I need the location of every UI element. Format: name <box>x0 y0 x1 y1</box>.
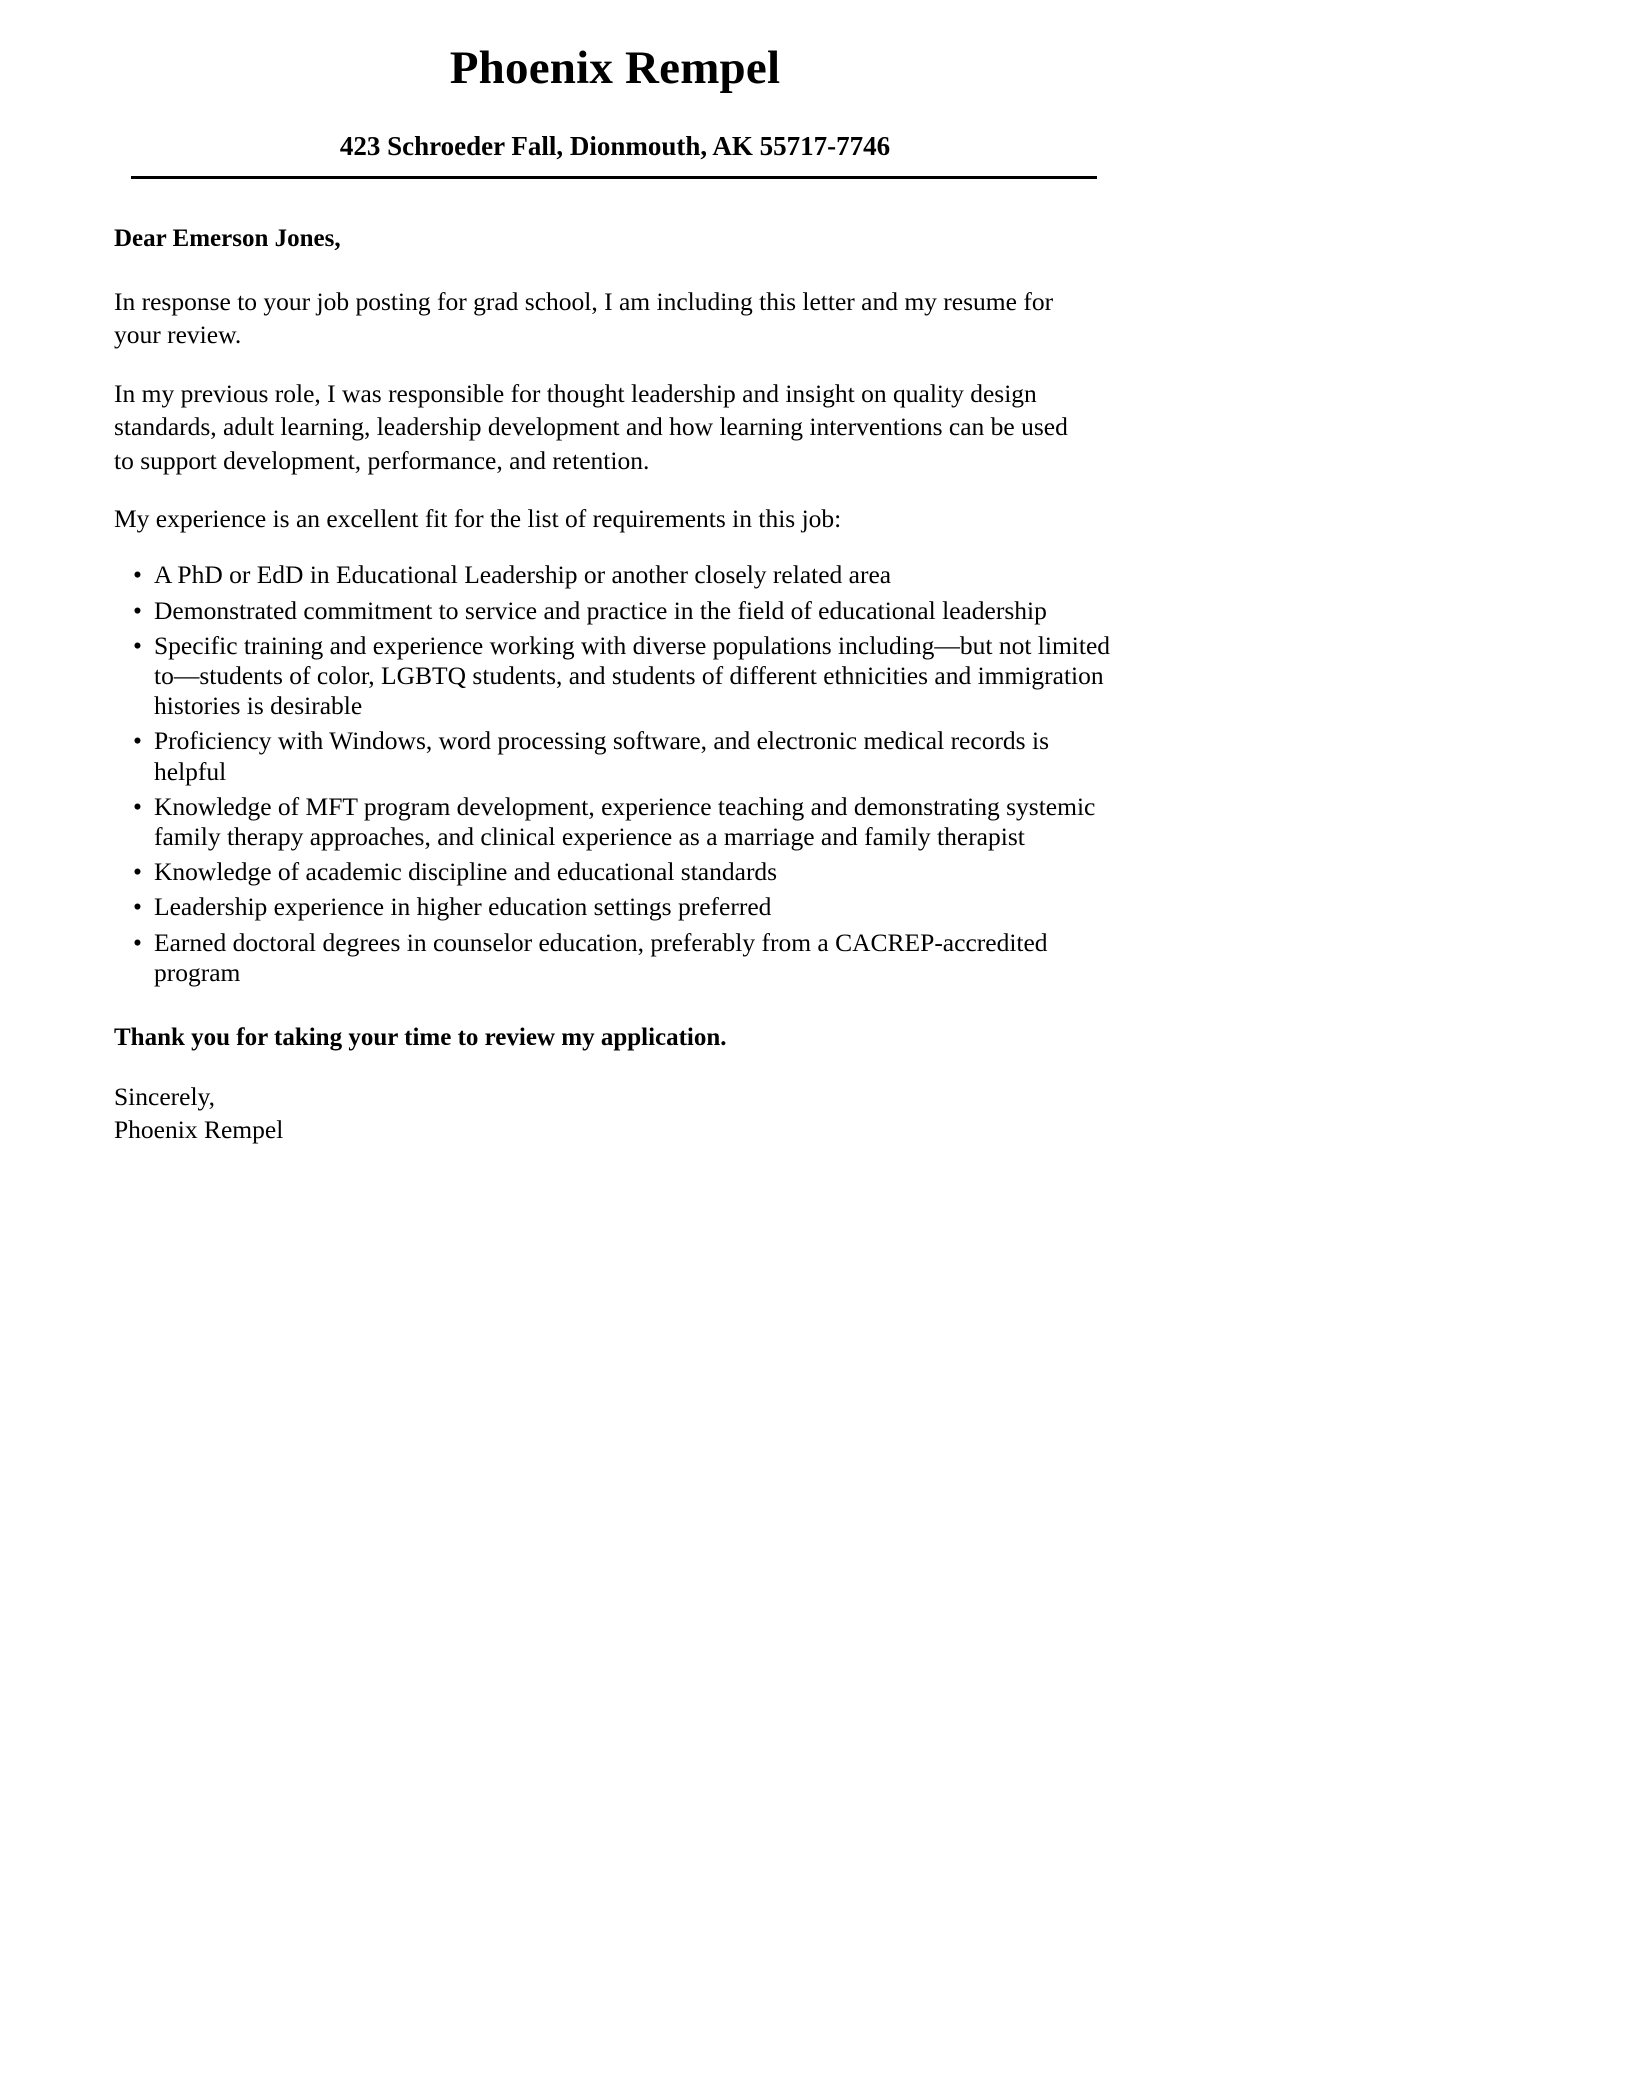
list-item-label: Leadership experience in higher education settings preferred <box>154 892 772 922</box>
signature-block <box>114 1080 1084 1147</box>
valediction: Sincerely, <box>114 1082 216 1111</box>
list-item <box>114 792 1116 852</box>
list-item <box>114 631 1116 722</box>
bullet-icon: • <box>133 927 142 957</box>
body-paragraph-2: In my previous role, I was responsible for thought leadership and insight on quality design standards, adult learning, leadership development and how learning interventions can be used to support development, performance, and retention. <box>114 378 1068 475</box>
bullet-icon: • <box>133 892 142 922</box>
thank-you-line: Thank you for taking your time to review my application. <box>114 1024 727 1051</box>
bullet-icon: • <box>133 726 142 756</box>
sender-name: Phoenix Rempel <box>449 42 781 94</box>
bullet-icon: • <box>133 857 142 887</box>
letter-body <box>114 179 1111 1147</box>
list-item <box>114 928 1116 988</box>
list-item <box>114 892 1116 922</box>
list-item <box>114 726 1116 786</box>
bullet-icon: • <box>133 630 142 660</box>
bullet-icon: • <box>133 560 142 590</box>
salutation: Dear Emerson Jones, <box>114 225 341 253</box>
list-item <box>114 857 1116 887</box>
bullet-icon: • <box>133 791 142 821</box>
body-paragraph-3: My experience is an excellent fit for the list of requirements in this job: <box>114 503 842 533</box>
list-item <box>114 596 1116 626</box>
letter-header <box>0 0 1230 162</box>
list-item-label: Knowledge of academic discipline and educational standards <box>154 857 778 887</box>
list-item-label: Earned doctoral degrees in counselor education, preferably from a CACREP-accredited program <box>154 927 1048 987</box>
list-item-label: Knowledge of MFT program development, experience teaching and demonstrating systemic family therapy approaches, and clinical experience as a marriage and family therapist <box>154 791 1096 851</box>
signature-name: Phoenix Rempel <box>114 1115 284 1145</box>
list-item-label: Proficiency with Windows, word processing software, and electronic medical records is helpful <box>154 726 1049 786</box>
list-item <box>114 560 1116 590</box>
list-item-label: Demonstrated commitment to service and practice in the field of educational leadership <box>154 595 1047 625</box>
list-item-label: A PhD or EdD in Educational Leadership or another closely related area <box>154 560 892 590</box>
bullet-icon: • <box>133 595 142 625</box>
body-paragraph-1: In response to your job posting for grad school, I am including this letter and my resume for your review. <box>114 287 1054 350</box>
list-item-label: Specific training and experience working with diverse populations including—but not limited to—students of color, LGBTQ students, and students of different ethnicities and immigration histories is desirable <box>154 630 1111 721</box>
sender-address: 423 Schroeder Fall, Dionmouth, AK 55717-7746 <box>339 130 891 161</box>
requirements-list <box>114 560 1111 988</box>
letter-content <box>0 0 1230 1147</box>
